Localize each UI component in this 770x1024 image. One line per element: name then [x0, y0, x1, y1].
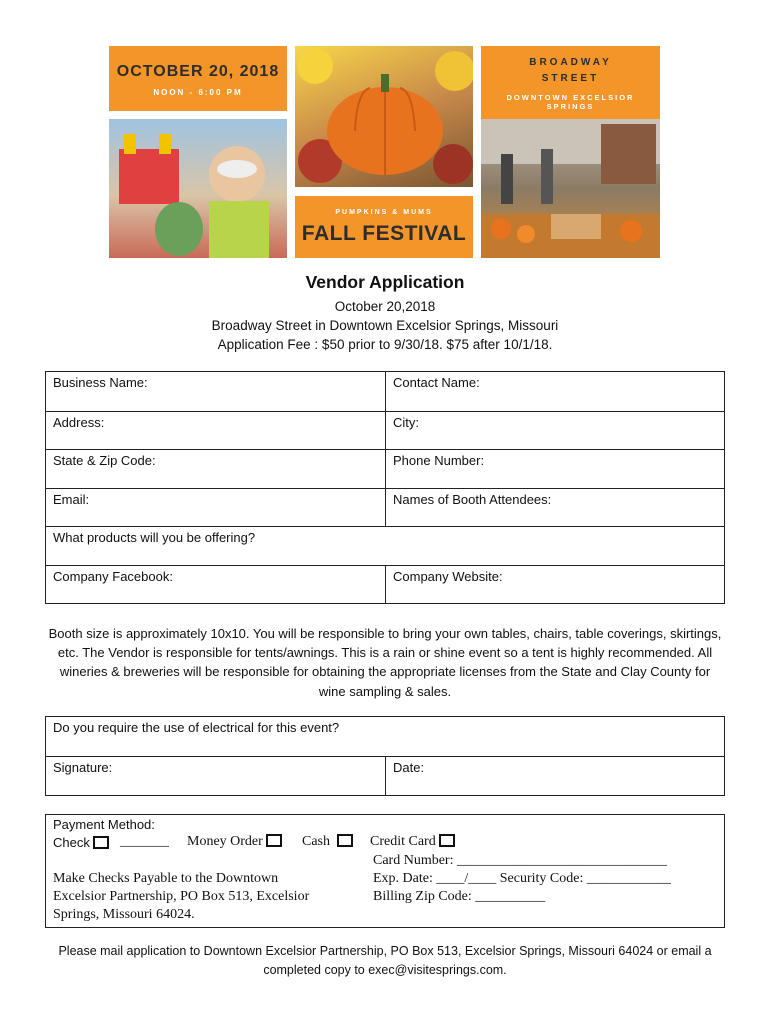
- application-fee: Application Fee : $50 prior to 9/30/18. $75 after 10/1/18.: [217, 337, 553, 352]
- cash-checkbox[interactable]: [337, 834, 353, 847]
- table-row: [46, 565, 724, 604]
- check-checkbox[interactable]: [93, 836, 109, 849]
- money-order-checkbox[interactable]: [266, 834, 282, 847]
- table-row: [46, 717, 724, 756]
- exp-security-field[interactable]: Exp. Date: ____/____ Security Code: ____________: [373, 871, 671, 886]
- page-title: Vendor Application: [305, 272, 465, 292]
- festival-banner: [109, 46, 660, 258]
- market-photo: [481, 119, 660, 258]
- banner-street-1: BROADWAY: [529, 57, 612, 68]
- banner-festival-small: PUMPKINS & MUMS: [335, 209, 433, 216]
- signature-table: [45, 716, 725, 796]
- phone-field[interactable]: Phone Number:: [393, 453, 485, 468]
- money-order-option: [187, 834, 282, 850]
- payable-line-2: Excelsior Partnership, PO Box 513, Excelsior: [53, 889, 310, 904]
- money-order-label: Money Order: [187, 834, 263, 849]
- check-number-line[interactable]: _______: [120, 834, 169, 849]
- footer-line-2: completed copy to exec@visitesprings.com.: [263, 963, 507, 977]
- banner-street-3: DOWNTOWN EXCELSIOR SPRINGS: [506, 93, 635, 111]
- table-row: [46, 411, 724, 450]
- city-field[interactable]: City:: [393, 414, 419, 430]
- footer-line-1: Please mail application to Downtown Excelsior Partnership, PO Box 513, Excelsior Springs, Missouri 64024 or email a: [58, 944, 712, 958]
- table-row: [46, 449, 724, 488]
- address-field[interactable]: Address:: [46, 412, 386, 450]
- card-number-field[interactable]: Card Number: ______________________________: [373, 853, 667, 868]
- booth-info-paragraph: Booth size is approximately 10x10. You will be responsible to bring your own tables, chairs, table coverings, skirtings, etc. The Vendor is responsible for tents/awnings. This is a rain or shine event so a tent is highly recommended. All wineries & breweries will be responsible for obtaining the appropriate licenses from the State and Clay County for wine sampling & sales.: [48, 626, 722, 699]
- table-row: [46, 372, 724, 411]
- credit-card-checkbox[interactable]: [439, 834, 455, 847]
- banner-festival-title: FALL FESTIVAL: [301, 222, 467, 245]
- payment-section: [45, 814, 725, 928]
- check-label: Check: [53, 835, 90, 850]
- website-field[interactable]: Company Website:: [393, 568, 503, 584]
- banner-time: NOON - 6:00 PM: [153, 88, 243, 97]
- table-row: [46, 488, 724, 527]
- signature-field[interactable]: Signature:: [46, 757, 386, 795]
- event-location: Broadway Street in Downtown Excelsior Springs, Missouri: [211, 318, 559, 333]
- payment-heading: Payment Method:: [53, 817, 155, 832]
- facebook-field[interactable]: Company Facebook:: [46, 566, 386, 604]
- electrical-field[interactable]: Do you require the use of electrical for this event?: [53, 720, 340, 735]
- festival-tile: [295, 196, 473, 258]
- kid-painting-photo: [109, 119, 287, 258]
- check-option: [53, 835, 109, 850]
- state-zip-field[interactable]: State & Zip Code:: [46, 450, 386, 488]
- products-field[interactable]: What products will you be offering?: [53, 530, 256, 545]
- payable-line-3: Springs, Missouri 64024.: [53, 907, 195, 922]
- cash-label: Cash: [302, 834, 330, 849]
- vendor-info-table: [45, 371, 725, 604]
- credit-card-label: Credit Card: [370, 834, 436, 849]
- cash-option: [302, 834, 353, 850]
- billing-zip-field[interactable]: Billing Zip Code: __________: [373, 889, 546, 904]
- mailing-instructions: [0, 942, 770, 980]
- payable-line-1: Make Checks Payable to the Downtown: [53, 871, 279, 886]
- credit-card-option: [370, 834, 455, 850]
- date-field[interactable]: Date:: [393, 760, 425, 775]
- table-row: [46, 526, 724, 565]
- event-date: October 20,2018: [334, 299, 436, 314]
- banner-date: OCTOBER 20, 2018: [116, 63, 280, 80]
- date-tile: [109, 46, 287, 111]
- email-field[interactable]: Email:: [46, 489, 386, 527]
- pumpkin-photo: [295, 46, 473, 187]
- booth-attendees-field[interactable]: Names of Booth Attendees:: [393, 491, 552, 507]
- contact-name-field[interactable]: Contact Name:: [393, 375, 480, 390]
- table-row: [46, 756, 724, 795]
- business-name-field[interactable]: Business Name:: [46, 372, 386, 411]
- banner-street-2: STREET: [541, 73, 600, 84]
